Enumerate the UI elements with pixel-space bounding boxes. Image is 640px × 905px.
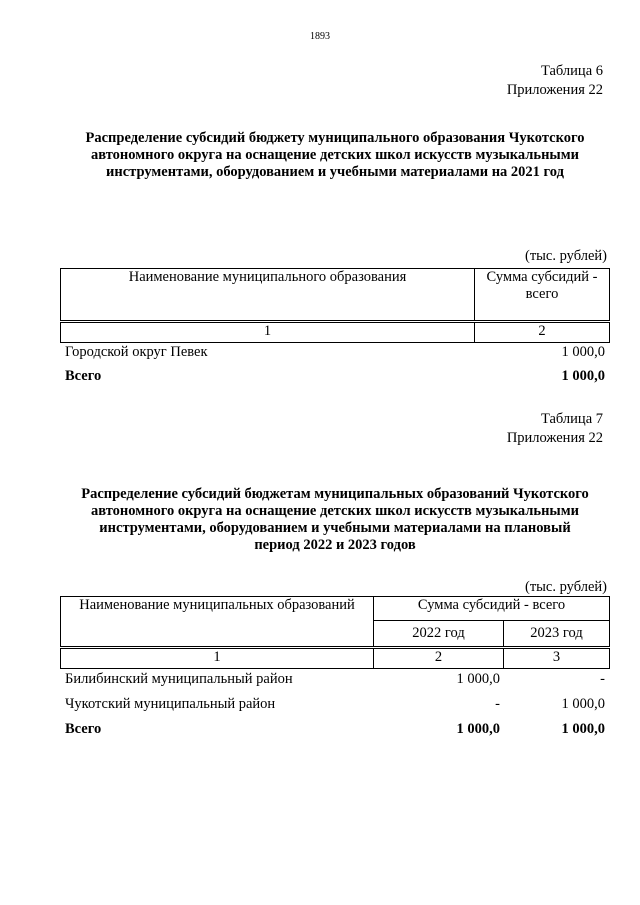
table7-row-2023: 1 000,0 — [561, 696, 605, 712]
table6-title-line: инструментами, оборудованием и учебными материалами на 2021 год — [106, 164, 564, 180]
table6-units: (тыс. рублей) — [525, 248, 607, 264]
table6-body — [65, 344, 605, 392]
table7-title-line: инструментами, оборудованием и учебными материалами на плановый — [99, 520, 571, 536]
table-row — [65, 696, 605, 721]
table7-colnum-2: 2 — [374, 649, 504, 669]
table6-ref-line2: Приложения 22 — [506, 82, 603, 98]
table6-header-sum — [475, 269, 610, 321]
table6-colnum-1: 1 — [61, 323, 475, 343]
table7-body — [65, 671, 605, 746]
table6-title — [60, 130, 610, 181]
table6-header-sum-line1: Сумма субсидий - — [486, 269, 598, 285]
table7-row-name: Чукотский муниципальный район — [65, 696, 276, 712]
table6-ref-line1: Таблица 6 — [540, 63, 603, 79]
table7-title-line: автономного округа на оснащение детских школ искусств музыкальными — [91, 503, 579, 519]
table6-total-sum: 1 000,0 — [561, 368, 605, 384]
table7-total-label: Всего — [65, 721, 102, 737]
table-row — [65, 344, 605, 368]
table7-colnum-1: 1 — [61, 649, 374, 669]
table7-reference — [507, 410, 603, 448]
table7-row-2022: - — [495, 696, 500, 712]
table7-row-2022: 1 000,0 — [456, 671, 500, 687]
table6-total-row — [65, 368, 605, 392]
table7-ref-line2: Приложения 22 — [506, 430, 603, 446]
table7-header-year-2022: 2022 год — [374, 621, 504, 647]
table7-title-line: Распределение субсидий бюджетам муниципальных образований Чукотского — [81, 486, 589, 502]
table6-colnum-2: 2 — [475, 323, 610, 343]
table7-row-name: Билибинский муниципальный район — [65, 671, 293, 687]
table7-total-2023: 1 000,0 — [561, 721, 605, 737]
table7-header-name: Наименование муниципальных образований — [61, 597, 374, 647]
table-row — [65, 671, 605, 696]
table6-column-numbers — [60, 322, 610, 343]
table7-column-numbers — [60, 648, 610, 669]
table7-total-2022: 1 000,0 — [456, 721, 500, 737]
table6-total-label: Всего — [65, 368, 102, 384]
table6-header-name: Наименование муниципального образования — [61, 269, 475, 321]
table7-total-row — [65, 721, 605, 746]
table6-header-table — [60, 268, 610, 321]
table7-header-year-2023: 2023 год — [504, 621, 610, 647]
table7-title-line: период 2022 и 2023 годов — [254, 537, 416, 553]
table7-header-table — [60, 596, 610, 647]
table7-colnum-3: 3 — [504, 649, 610, 669]
table7-row-2023: - — [600, 671, 605, 687]
table6-header-sum-line2: всего — [525, 286, 559, 302]
table7-ref-line1: Таблица 7 — [540, 411, 603, 427]
table6-title-line: автономного округа на оснащение детских школ искусств музыкальными — [91, 147, 579, 163]
page-number: 1893 — [310, 31, 330, 42]
table7-units: (тыс. рублей) — [525, 579, 607, 595]
table7-title — [60, 486, 610, 554]
table6-row-sum: 1 000,0 — [561, 344, 605, 360]
table6-title-line: Распределение субсидий бюджету муниципального образования Чукотского — [85, 130, 585, 146]
table6-row-name: Городской округ Певек — [65, 344, 208, 360]
table6-reference — [507, 62, 603, 100]
table7-header-sum: Сумма субсидий - всего — [374, 597, 610, 621]
